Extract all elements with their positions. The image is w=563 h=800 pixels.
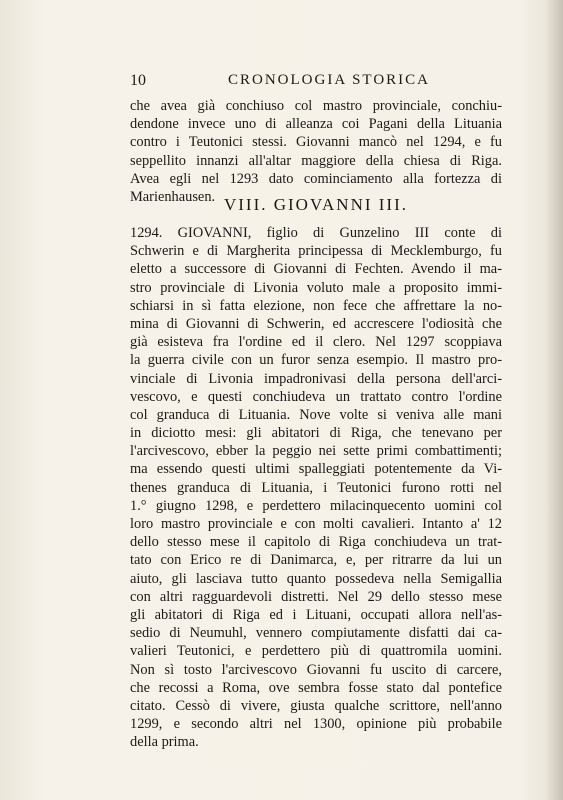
text-line: citato. Cessò di vivere, giusta qualche scrittore, nell'anno <box>130 697 502 714</box>
paragraph-giovanni-iii <box>130 224 502 751</box>
text-line: che avea già conchiuso col mastro provinciale, conchiu- <box>130 98 502 114</box>
text-line: vinciale di Livonia impadronivasi della persona dell'arci- <box>130 370 502 387</box>
text-line: ma essendo questi ultimi spalleggiati potentemente da Vi- <box>130 461 502 478</box>
text-line: della prima. <box>130 734 199 751</box>
text-line: col granduca di Lituania. Nove volte si veniva alle mani <box>130 406 502 423</box>
text-line: gli abitatori di Riga ed i Lituani, occupati allora nell'as- <box>130 606 502 623</box>
text-line: loro mastro provinciale e con molti cavalieri. Intanto a' 12 <box>130 516 502 532</box>
text-line: l'arcivescovo, ebber la peggio nei sette primi combattimenti; <box>130 443 502 460</box>
paragraph-continuation <box>130 97 502 206</box>
text-line: vescovo, e questi conchiudeva un trattato contro l'ordine <box>130 388 502 405</box>
text-line: 1.° giugno 1298, e perdettero milacinquecento uomini col <box>130 497 502 514</box>
text-line: già esisteva fra l'ordine ed il clero. Nel 1297 scoppiava <box>130 334 502 351</box>
text-line: eletto a successore di Giovanni di Fechten. Avendo il ma- <box>130 261 502 278</box>
text-line: aiuto, gli lasciava tutto quanto possedeva nella Semigallia <box>130 570 502 587</box>
text-line: 1299, e secondo altri nel 1300, opinione più probabile <box>130 716 502 733</box>
text-line: tato con Erico re di Danimarca, e, per ritrarre da lui un <box>130 552 502 569</box>
text-line: con altri ragguardevoli distretti. Nel 29 dello stesso mese <box>130 588 502 605</box>
text-line: Schwerin e di Margherita principessa di Mecklemburgo, fu <box>130 243 502 260</box>
text-line: stro provinciale di Livonia voluto male a proposito immi- <box>130 279 502 296</box>
text-line: seppellito innanzi all'altar maggiore della chiesa di Riga. <box>130 152 502 169</box>
text-line: thenes granduca di Lituania, i Teutonici furono rotti nel <box>130 479 502 496</box>
text-line: mina di Giovanni di Schwerin, ed accrescere l'odiosità che <box>130 315 502 332</box>
section-heading: VIII. GIOVANNI III. <box>223 195 409 214</box>
page-number: 10 <box>130 72 146 89</box>
text-line: valieri Teutonici, e perdettero più di quattromila uomini. <box>130 643 502 660</box>
text-line: schiarsi in sì fatta elezione, non fece che affrettare la no- <box>130 297 502 314</box>
text-line: Non sì tosto l'arcivescovo Giovanni fu uscito di carcere, <box>130 661 502 678</box>
text-line: che recossi a Roma, ove sembra fosse stato dal pontefice <box>130 679 502 696</box>
text-line: la guerra civile con un furor senza esempio. Il mastro pro- <box>130 352 502 369</box>
text-line: sedio di Neumuhl, vennero compiutamente disfatti dai ca- <box>130 625 502 642</box>
text-line: contro i Teutonici stessi. Giovanni mancò nel 1294, e fu <box>130 134 502 151</box>
text-line: in diciotto mesi: gli abitatori di Riga, che tenevano per <box>130 425 502 442</box>
text-line: Avea egli nel 1293 dato cominciamento alla fortezza di <box>130 170 502 187</box>
running-title: CRONOLOGIA STORICA <box>228 72 430 88</box>
text-line: Marienhausen. <box>130 188 216 205</box>
page-edge-shadow <box>545 0 563 800</box>
text-line: 1294. GIOVANNI, figlio di Gunzelino III conte di <box>130 225 502 241</box>
running-head <box>130 72 502 92</box>
text-line: dendone invece uno di alleanza coi Pagani della Lituania <box>130 116 502 133</box>
text-line: dello stesso mese il capitolo di Riga conchiudeva un trat- <box>130 534 502 551</box>
